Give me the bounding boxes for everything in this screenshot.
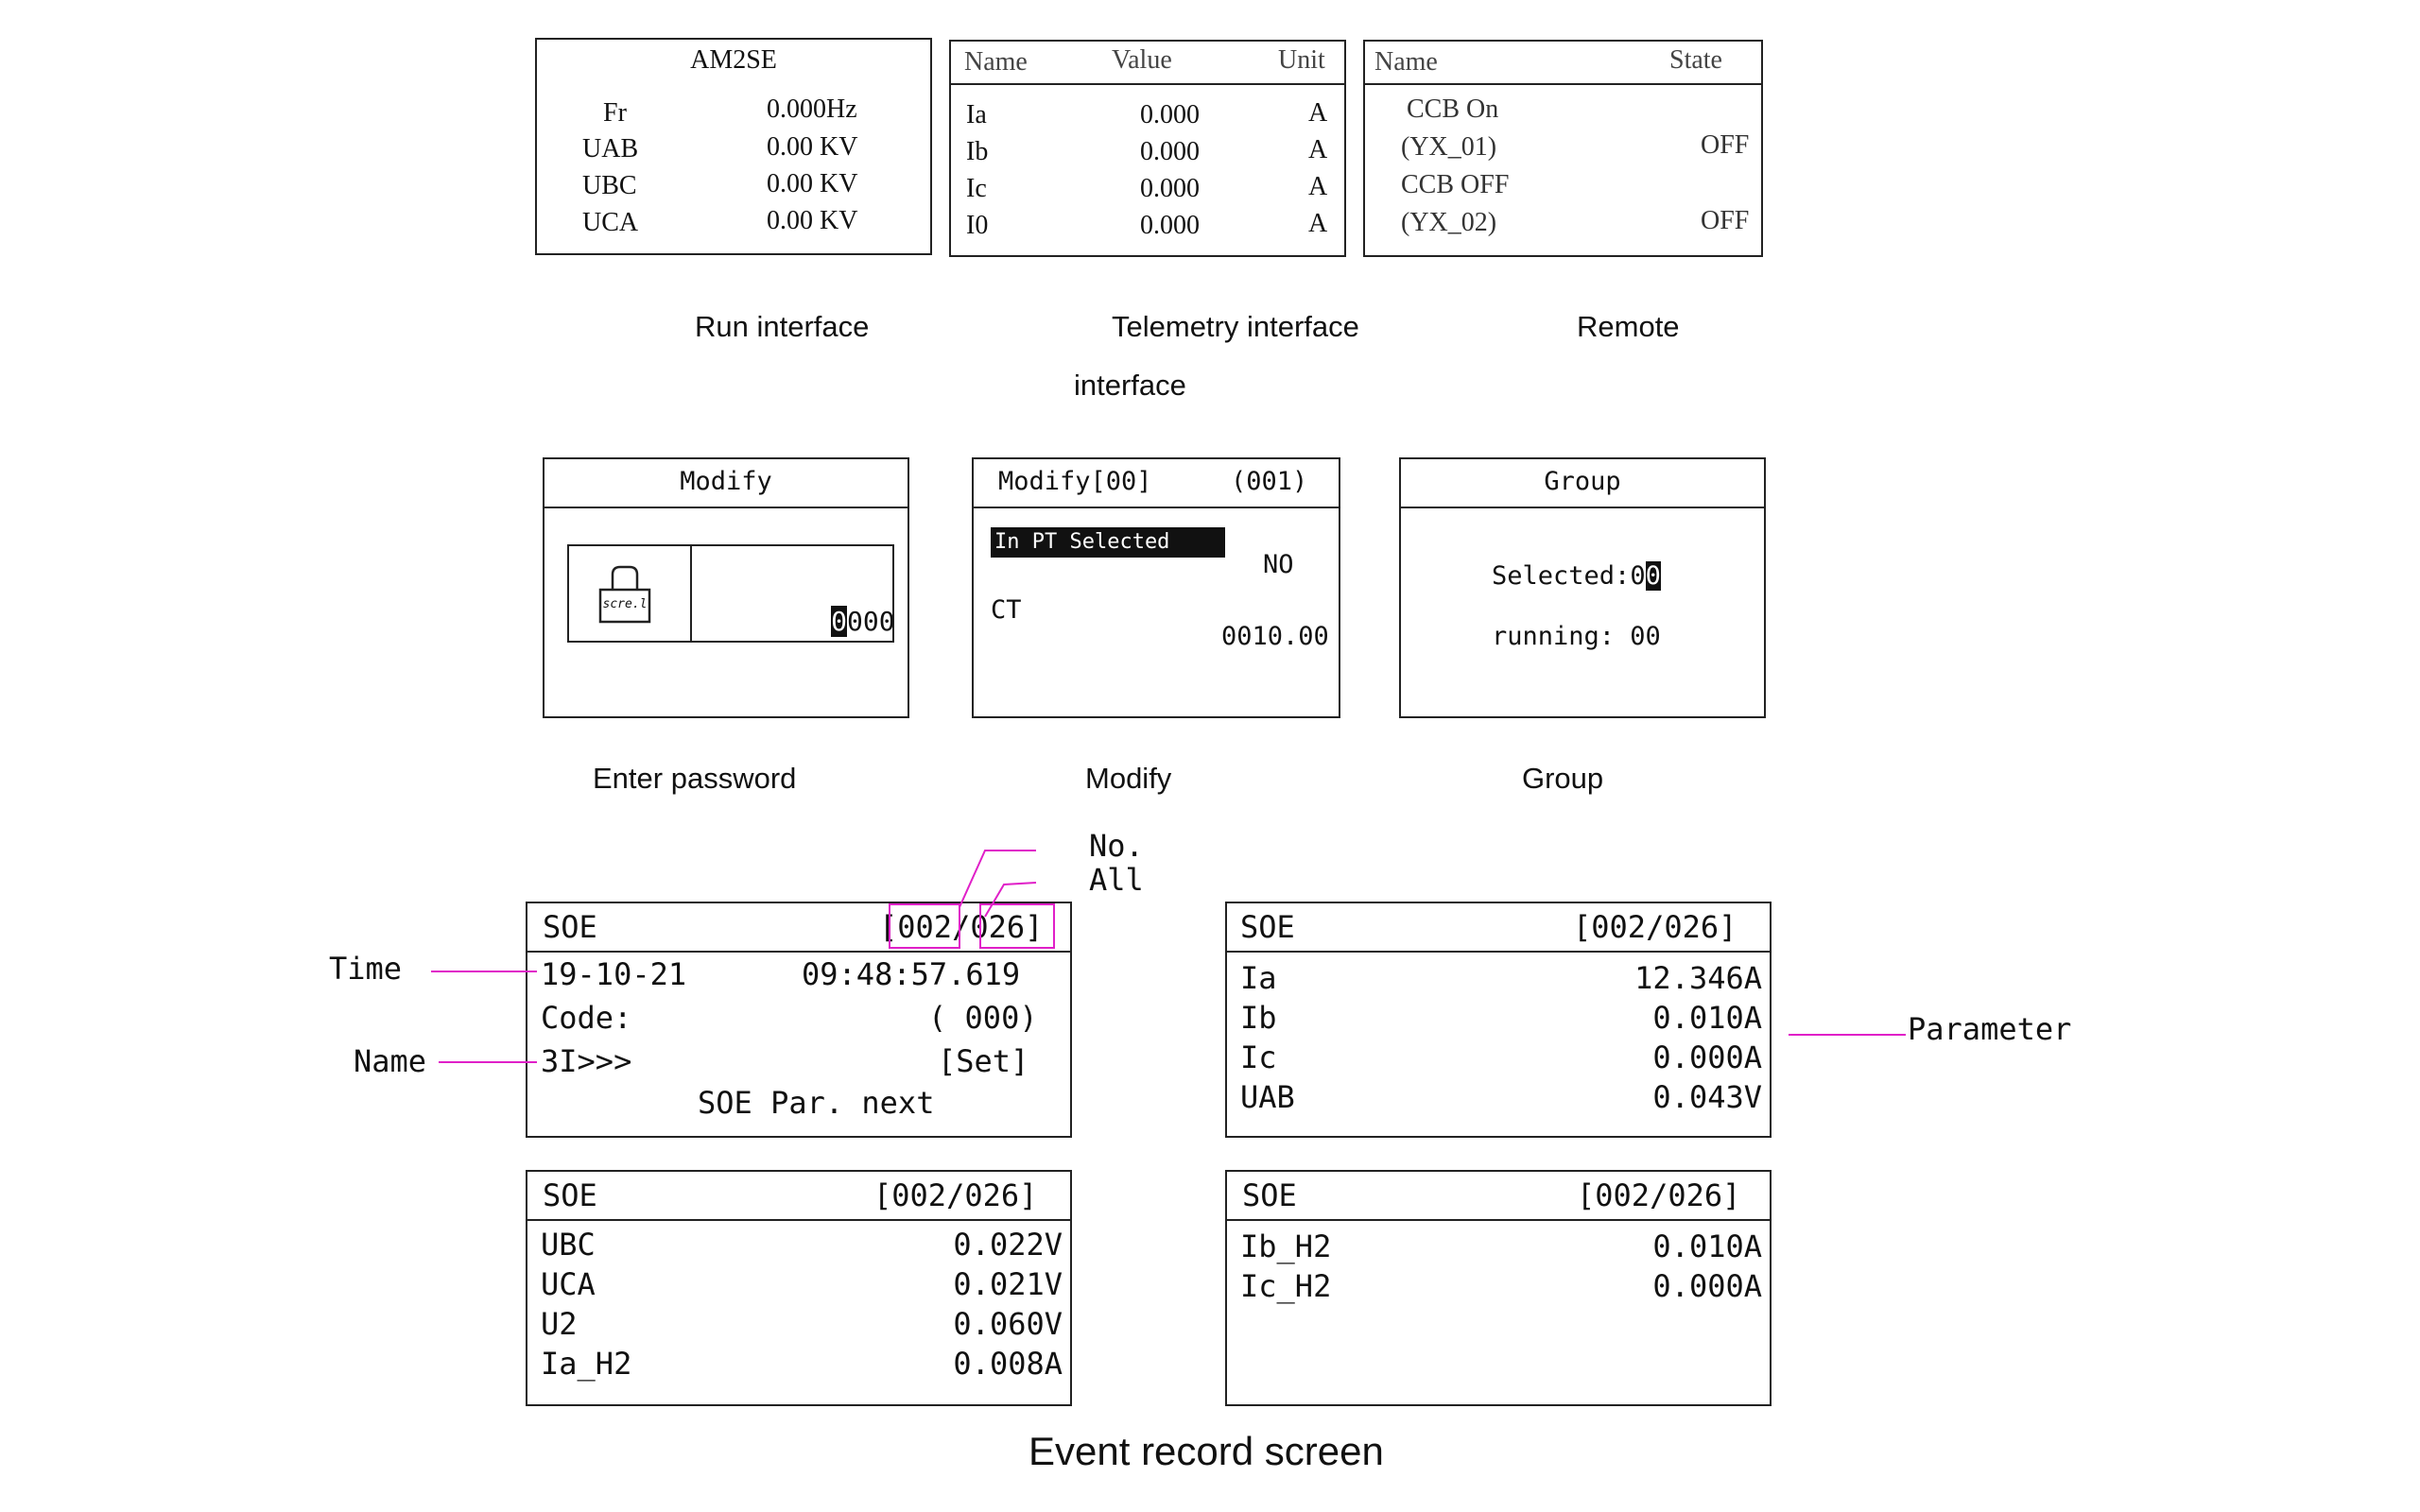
annotation-all: All	[1089, 862, 1144, 898]
param-name: UCA	[541, 1266, 596, 1302]
param-name: Ia_H2	[541, 1346, 632, 1382]
param-name: UBC	[541, 1227, 596, 1263]
run-row-value: 0.000Hz	[767, 94, 857, 124]
run-row-name: UBC	[582, 171, 637, 200]
param-name: Ic_H2	[1240, 1268, 1332, 1304]
telemetry-row-name: Ia	[966, 100, 987, 129]
soe-params3-header	[1227, 1172, 1770, 1221]
telemetry-row-name: Ic	[966, 174, 987, 203]
telemetry-header	[951, 42, 1344, 85]
remote-header	[1365, 42, 1761, 85]
no-all-leader-lines	[945, 841, 1049, 936]
telemetry-interface-caption: Telemetry interface	[1112, 310, 1359, 343]
run-row-name: UCA	[582, 208, 639, 237]
group-selected-digit1: 0	[1630, 561, 1646, 591]
group-header	[1401, 459, 1764, 508]
run-row-value: 0.00 KV	[767, 132, 858, 162]
telemetry-row-value: 0.000	[1140, 137, 1200, 166]
soe-main-counter: [002/026]	[879, 909, 1044, 945]
param-value: 0.000A	[1652, 1268, 1762, 1304]
run-row-value: 0.00 KV	[767, 169, 858, 198]
telemetry-row-value: 0.000	[1140, 174, 1200, 203]
soe-params1-counter: [002/026]	[1573, 909, 1737, 945]
run-row-value: 0.00 KV	[767, 206, 858, 235]
password-box	[567, 544, 894, 643]
modify-caption: Modify	[1085, 762, 1172, 795]
parameter-leader-line	[1789, 1034, 1906, 1036]
param-value: 0.021V	[953, 1266, 1063, 1302]
remote-item-code: (YX_01)	[1401, 132, 1497, 162]
password-header	[544, 459, 908, 508]
password-cursor-digit: 0	[831, 606, 848, 637]
password-input[interactable]	[735, 575, 895, 668]
col-state-label: State	[1669, 45, 1722, 75]
param-value: 0.060V	[953, 1306, 1063, 1342]
modify-header	[974, 459, 1339, 508]
remote-interface-screen	[1363, 40, 1763, 257]
soe-event-name: 3I>>>	[541, 1043, 632, 1079]
name-leader-line	[439, 1061, 537, 1063]
soe-params2-title: SOE	[543, 1177, 597, 1213]
soe-record-all: 026	[970, 909, 1026, 945]
telemetry-row-name: Ib	[966, 137, 989, 166]
lock-label: scre.l	[602, 597, 648, 611]
soe-date: 19-10-21	[541, 956, 687, 992]
telemetry-interface-screen	[949, 40, 1346, 257]
telemetry-row-unit: A	[1308, 135, 1328, 164]
soe-record-no: 002	[897, 909, 953, 945]
col-name-label: Name	[964, 47, 1028, 77]
soe-params3-counter: [002/026]	[1577, 1177, 1741, 1213]
password-screen	[543, 457, 909, 718]
col-value-label: Value	[1112, 45, 1172, 75]
annotation-time: Time	[329, 951, 403, 987]
remote-interface-caption: Remote	[1577, 310, 1680, 343]
group-screen	[1399, 457, 1766, 718]
lock-icon	[597, 561, 652, 627]
modify-item2[interactable]: CT	[991, 595, 1022, 625]
col-name-label: Name	[1374, 47, 1438, 77]
remote-item-name: CCB OFF	[1401, 170, 1510, 199]
param-name: Ib_H2	[1240, 1228, 1332, 1264]
modify-selected-item[interactable]: In PT Selected	[991, 527, 1225, 558]
telemetry-row-name: I0	[966, 211, 989, 240]
param-value: 12.346A	[1634, 960, 1762, 996]
password-box-divider	[690, 546, 692, 641]
run-row-name: Fr	[603, 98, 627, 128]
param-name: Ia	[1240, 960, 1277, 996]
remote-interface-caption-line2: interface	[1074, 369, 1186, 402]
soe-set-label[interactable]: [Set]	[938, 1043, 1029, 1079]
remote-item-state: OFF	[1701, 206, 1750, 235]
run-title: AM2SE	[690, 45, 777, 75]
run-interface-caption: Run interface	[695, 310, 870, 343]
soe-params2-screen	[526, 1170, 1072, 1406]
annotation-parameter: Parameter	[1908, 1011, 2072, 1047]
soe-code-value: ( 000)	[928, 1000, 1038, 1036]
annotation-name: Name	[354, 1043, 427, 1079]
soe-params3-screen	[1225, 1170, 1772, 1406]
time-leader-line	[431, 971, 537, 972]
group-selected-label: Selected:	[1492, 561, 1631, 591]
telemetry-row-unit: A	[1308, 98, 1328, 128]
param-name: Ib	[1240, 1000, 1277, 1036]
run-row-name: UAB	[582, 134, 639, 163]
event-record-caption: Event record screen	[1028, 1429, 1384, 1473]
soe-params1-title: SOE	[1240, 909, 1295, 945]
remote-item-code: (YX_02)	[1401, 208, 1497, 237]
soe-params2-header	[527, 1172, 1070, 1221]
param-value: 0.000A	[1652, 1040, 1762, 1075]
password-rest-digits: 000	[847, 606, 895, 637]
remote-item-name: CCB On	[1407, 94, 1499, 124]
soe-params3-title: SOE	[1242, 1177, 1297, 1213]
telemetry-row-value: 0.000	[1140, 211, 1200, 240]
group-running: running: 00	[1492, 622, 1661, 651]
group-title: Group	[1544, 467, 1621, 496]
soe-footer[interactable]: SOE Par. next	[698, 1085, 935, 1121]
remote-item-state: OFF	[1701, 130, 1750, 160]
group-selected-digit2: 0	[1645, 561, 1661, 591]
group-caption: Group	[1522, 762, 1604, 795]
param-value: 0.010A	[1652, 1000, 1762, 1036]
modify-title: Modify[00]	[998, 467, 1152, 496]
telemetry-row-unit: A	[1308, 209, 1328, 238]
soe-params2-counter: [002/026]	[873, 1177, 1038, 1213]
password-caption: Enter password	[593, 762, 797, 795]
param-value: 0.010A	[1652, 1228, 1762, 1264]
param-value: 0.022V	[953, 1227, 1063, 1263]
col-unit-label: Unit	[1278, 45, 1325, 75]
modify-selected-value: NO	[1263, 550, 1294, 579]
run-interface-screen	[535, 38, 932, 255]
param-name: U2	[541, 1306, 578, 1342]
param-name: UAB	[1240, 1079, 1295, 1115]
modify-index: (001)	[1231, 467, 1308, 496]
param-value: 0.008A	[953, 1346, 1063, 1382]
soe-time: 09:48:57.619	[802, 956, 1021, 992]
param-name: Ic	[1240, 1040, 1277, 1075]
annotation-no: No.	[1089, 828, 1144, 864]
telemetry-row-value: 0.000	[1140, 100, 1200, 129]
modify-screen	[972, 457, 1340, 718]
soe-params1-screen	[1225, 902, 1772, 1138]
group-selected[interactable]	[1492, 561, 1661, 591]
soe-params1-header	[1227, 903, 1770, 953]
modify-item2-value: 0010.00	[1221, 622, 1329, 651]
password-title: Modify	[680, 467, 772, 496]
telemetry-row-unit: A	[1308, 172, 1328, 201]
soe-code-label: Code:	[541, 1000, 632, 1036]
param-value: 0.043V	[1652, 1079, 1762, 1115]
soe-main-title: SOE	[543, 909, 597, 945]
